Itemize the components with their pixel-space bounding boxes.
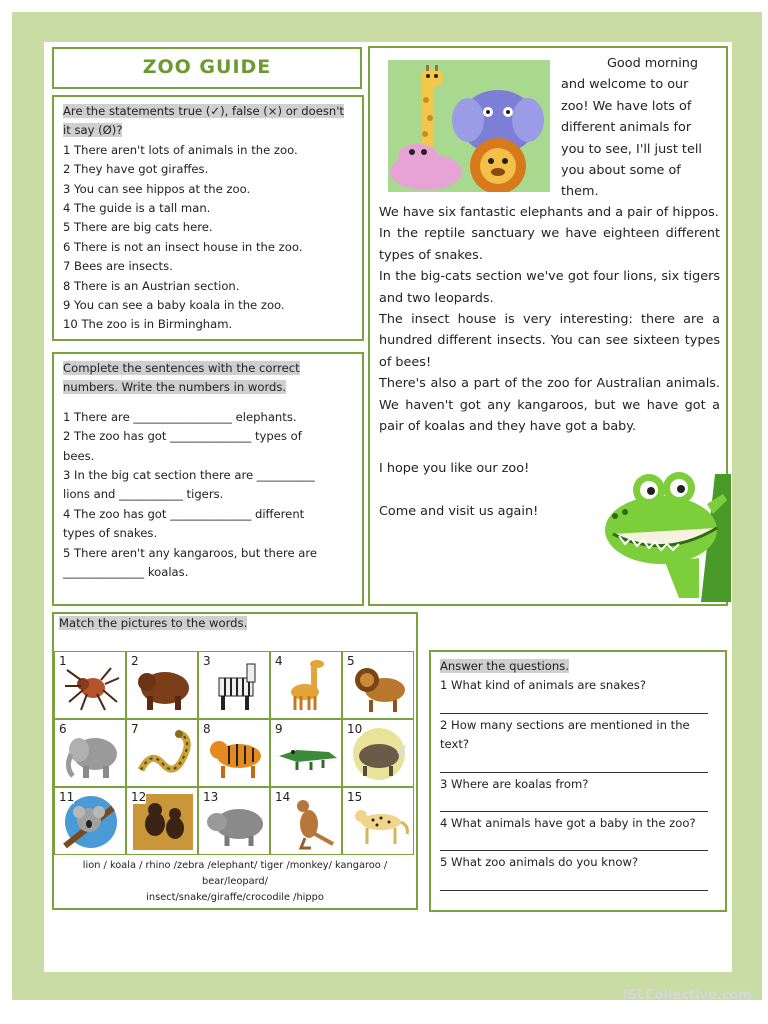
complete-line: 5 There aren't any kangaroos, but there are xyxy=(63,545,318,560)
picture-cell[interactable] xyxy=(270,719,342,787)
picture-cell[interactable] xyxy=(198,719,270,787)
picture-number: 8 xyxy=(203,722,211,736)
picture-cell[interactable] xyxy=(54,787,126,855)
spider-icon xyxy=(61,658,121,714)
lion-icon xyxy=(470,138,526,192)
tf-item: 10 The zoo is in Birmingham. xyxy=(63,317,233,332)
tf-item: 5 There are big cats here. xyxy=(63,220,213,235)
complete-line: 3 In the big cat section there are __________ xyxy=(63,468,315,483)
picture-cell[interactable] xyxy=(342,719,414,787)
complete-line: 2 The zoo has got ______________ types of xyxy=(63,429,302,444)
picture-cell[interactable] xyxy=(126,719,198,787)
picture-number: 13 xyxy=(203,790,219,804)
crocodile-icon xyxy=(277,726,337,782)
picture-cell[interactable] xyxy=(270,651,342,719)
story-paragraph: In the reptile sanctuary we have eighteen different types of snakes. xyxy=(379,226,720,263)
complete-instruction: Complete the sentences with the correct numbers. Write the numbers in words. xyxy=(63,361,300,395)
picture-number: 2 xyxy=(131,654,139,668)
tf-item: 8 There is an Austrian section. xyxy=(63,278,240,293)
bear-icon xyxy=(133,658,193,714)
questions-instruction: Answer the questions. xyxy=(440,659,569,673)
picture-number: 5 xyxy=(347,654,355,668)
picture-cell[interactable] xyxy=(198,787,270,855)
story-paragraph: There's also a part of the zoo for Australian animals. We haven't got any kangaroos, but we have got a pair of koalas and they have got a baby. xyxy=(379,376,720,435)
answer-line[interactable] xyxy=(440,794,708,812)
title-box xyxy=(52,47,362,89)
picture-cell[interactable] xyxy=(342,787,414,855)
tf-instruction: Are the statements true (✓), false (×) or doesn't it say (Ø)? xyxy=(63,104,344,138)
complete-line: bees. xyxy=(63,448,95,463)
picture-number: 9 xyxy=(275,722,283,736)
picture-cell[interactable] xyxy=(54,651,126,719)
story-paragraph: The insect house is very interesting: there are a hundred different insects. You can see sixteen types of bees! xyxy=(379,312,720,370)
answer-line[interactable] xyxy=(440,873,708,891)
picture-number: 3 xyxy=(203,654,211,668)
match-instruction: Match the pictures to the words. xyxy=(59,616,248,630)
tf-item: 2 They have got giraffes. xyxy=(63,162,209,177)
picture-number: 6 xyxy=(59,722,67,736)
complete-line: 1 There are _________________ elephants. xyxy=(63,409,297,424)
complete-line: 4 The zoo has got ______________ different xyxy=(63,506,305,521)
word-bank: lion / koala / rhino /zebra /elephant/ tiger /monkey/ kangaroo / bear/leopard/ insect/snake/giraffe/crocodile /hippo xyxy=(82,860,388,903)
story-closing: Come and visit us again! xyxy=(379,503,539,519)
picture-cell[interactable] xyxy=(54,719,126,787)
elephant-icon xyxy=(61,726,121,782)
lion-icon xyxy=(349,658,409,714)
question: 3 Where are koalas from? xyxy=(440,776,589,791)
picture-cell[interactable] xyxy=(342,651,414,719)
story-paragraph: In the big-cats section we've got four lions, six tigers and two leopards. xyxy=(379,269,720,306)
match-exercise xyxy=(52,612,418,910)
question: 4 What animals have got a baby in the zoo? xyxy=(440,816,696,831)
tf-item: 7 Bees are insects. xyxy=(63,259,173,274)
complete-line: ______________ koalas. xyxy=(63,565,189,580)
zoo-animals-illustration xyxy=(388,60,550,192)
tiger-icon xyxy=(205,726,265,782)
picture-cell[interactable] xyxy=(198,651,270,719)
picture-number: 7 xyxy=(131,722,139,736)
tf-item: 4 The guide is a tall man. xyxy=(63,201,211,216)
zebra-icon xyxy=(205,658,265,714)
complete-line: lions and ___________ tigers. xyxy=(63,487,224,502)
snake-icon xyxy=(133,726,193,782)
picture-number: 14 xyxy=(275,790,291,804)
questions-exercise xyxy=(429,650,727,912)
picture-cell[interactable] xyxy=(126,651,198,719)
true-false-exercise xyxy=(52,95,364,341)
question: 5 What zoo animals do you know? xyxy=(440,855,639,870)
watermark: iSLCollective.com xyxy=(622,988,752,1003)
picture-number: 4 xyxy=(275,654,283,668)
story-paragraph: We have six fantastic elephants and a pair of hippos. xyxy=(379,205,719,220)
answer-line[interactable] xyxy=(440,833,708,851)
tf-item: 3 You can see hippos at the zoo. xyxy=(63,181,251,196)
giraffe-icon xyxy=(277,658,337,714)
story-intro: Good morning and welcome to our zoo! We have lots of different animals for you to see, I'll just tell you about some of them. xyxy=(561,56,702,200)
complete-exercise xyxy=(52,352,364,606)
answer-line[interactable] xyxy=(440,755,708,773)
picture-number: 12 xyxy=(131,790,147,804)
tf-item: 9 You can see a baby koala in the zoo. xyxy=(63,298,285,313)
picture-cell[interactable] xyxy=(126,787,198,855)
picture-cell[interactable] xyxy=(270,787,342,855)
answer-line[interactable] xyxy=(440,696,708,714)
picture-number: 10 xyxy=(347,722,363,736)
complete-line: types of snakes. xyxy=(63,526,158,541)
picture-number: 15 xyxy=(347,790,363,804)
story-closing: I hope you like our zoo! xyxy=(379,461,530,477)
picture-number: 11 xyxy=(59,790,75,804)
picture-number: 1 xyxy=(59,654,67,668)
question: 2 How many sections are mentioned in the text? xyxy=(440,717,690,752)
tf-item: 1 There aren't lots of animals in the zoo. xyxy=(63,142,298,157)
question: 1 What kind of animals are snakes? xyxy=(440,678,646,693)
tf-item: 6 There is not an insect house in the zoo. xyxy=(63,239,303,254)
page-title: ZOO GUIDE xyxy=(142,56,272,78)
crocodile-cartoon-icon xyxy=(605,464,731,602)
